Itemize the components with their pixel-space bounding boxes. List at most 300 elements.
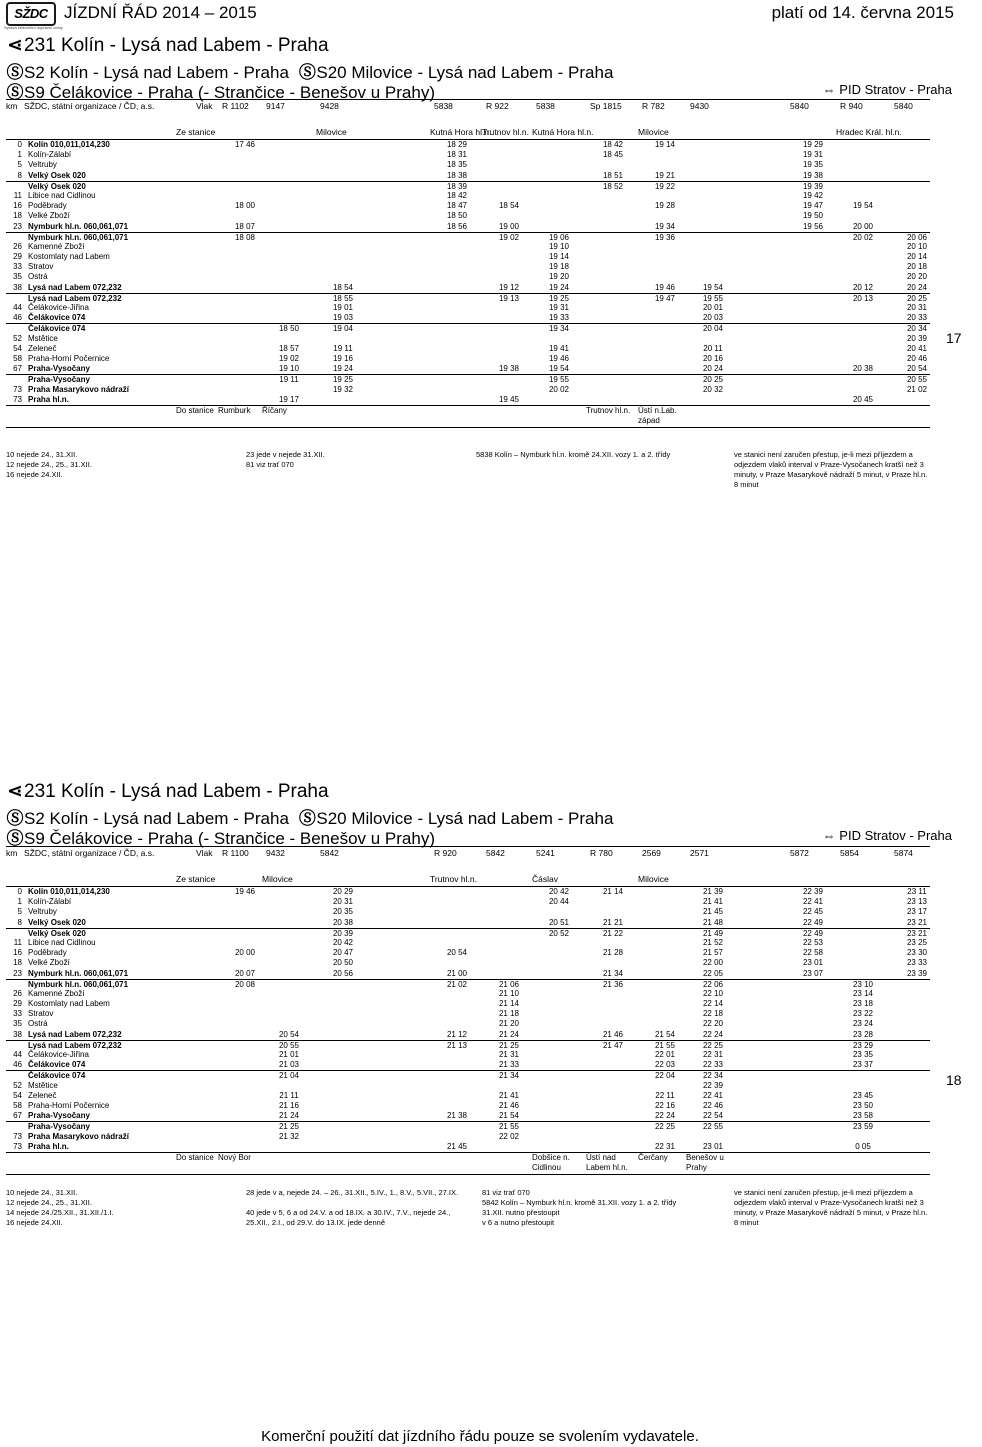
table-row [6, 222, 930, 232]
departure-time: 20 54 [446, 948, 468, 958]
footnote: 16 nejede 24.XII. [6, 470, 63, 479]
km-value: 16 [13, 948, 22, 958]
departure-time: 19 17 [278, 394, 300, 404]
station-name: Čelákovice-Jiřina [28, 303, 89, 312]
from-station: Trutnov hl.n. [482, 127, 529, 137]
departure-time: 21 22 [602, 928, 624, 938]
departure-time: 21 46 [498, 1100, 520, 1110]
train-number: 5842 [486, 848, 505, 858]
departure-time: 21 13 [446, 1040, 468, 1050]
table-row [6, 374, 930, 384]
station-name: Ostrá [28, 272, 48, 282]
station-name: Velký Osek 020 [28, 181, 86, 191]
km-header: km [6, 101, 18, 111]
station-name: Mstětice [28, 1080, 58, 1090]
station-name: Libice nad Cidlinou [28, 937, 96, 947]
station-name: Nymburk hl.n. 060,061,071 [28, 221, 129, 231]
table-row [6, 907, 930, 917]
departure-time: 19 29 [802, 140, 824, 149]
km-header: km [6, 848, 18, 858]
departure-time: 21 01 [278, 1050, 300, 1059]
departure-time: 19 16 [332, 353, 354, 363]
szdc-logo: SŽDC [6, 2, 56, 26]
departure-time: 22 04 [654, 1071, 676, 1081]
station-name: Kostomlaty nad Labem [28, 252, 110, 262]
footnote: 23 jede v nejede 31.XII. [246, 450, 325, 459]
table-row [6, 928, 930, 938]
departure-time: 18 54 [498, 201, 520, 211]
departure-time: 19 46 [654, 282, 676, 292]
table-rows [6, 140, 930, 405]
departure-time: 20 34 [906, 324, 928, 334]
departure-time: 20 45 [852, 394, 874, 404]
departure-time: 18 42 [602, 140, 624, 149]
logo-subtitle: Správa železniční dopravní cesty [4, 25, 63, 30]
departure-time: 20 31 [332, 897, 354, 907]
station-name: Velký Osek 020 [28, 917, 86, 927]
table-row [6, 181, 930, 191]
departure-time: 20 29 [332, 887, 354, 896]
table-row [6, 918, 930, 928]
operator-label: SŽDC, státní organizace / ČD, a.s. [24, 101, 155, 111]
station-name: Praha-Vysočany [28, 375, 90, 385]
departure-time: 22 39 [802, 887, 824, 896]
departure-time: 19 47 [654, 293, 676, 303]
departure-time: 19 46 [548, 353, 570, 363]
departure-time: 19 39 [802, 181, 824, 191]
station-name: Zeleneč [28, 1090, 57, 1100]
table-row [6, 344, 930, 354]
departure-time: 23 35 [852, 1050, 874, 1059]
departure-time: 19 14 [548, 252, 570, 262]
departure-time: 19 41 [548, 343, 570, 353]
departure-time: 18 42 [446, 190, 468, 200]
s-icon: Ⓢ [298, 809, 316, 828]
departure-time: 21 10 [498, 988, 520, 998]
from-station: Hradec Král. hl.n. [836, 127, 902, 137]
departure-time: 23 21 [906, 917, 928, 927]
train-number: 5874 [894, 848, 913, 858]
departure-time: 22 39 [702, 1080, 724, 1090]
km-value: 67 [13, 1111, 22, 1121]
s-icon: Ⓢ [6, 63, 24, 82]
station-name: Veltruby [28, 160, 57, 170]
km-value: 73 [13, 1131, 22, 1141]
train-number: 5840 [790, 101, 809, 111]
page-number: 18 [946, 1072, 962, 1088]
departure-time: 21 03 [278, 1060, 300, 1070]
departure-time: 22 58 [802, 948, 824, 958]
km-value: 54 [13, 343, 22, 353]
departure-time: 19 25 [332, 375, 354, 385]
departure-time: 21 54 [654, 1029, 676, 1039]
station-name: Mstětice [28, 333, 58, 343]
footnote: 28 jede v a, nejede 24. – 26., 31.XII., 5.IV., 1., 8.V., 5.VII., 27.IX. [246, 1188, 459, 1197]
departure-time: 19 32 [332, 384, 354, 394]
departure-time: 20 14 [906, 252, 928, 262]
table-row [6, 211, 930, 221]
destination-row [6, 1152, 930, 1174]
footnote: ve stanici není zaručen přestup, je-li mezi příjezdem a odjezdem vlaků interval v Praze-Vysočanech kratší než 3 minuty, v Praze Masarykově nádraží 5 minut, v Praze hl.n. 8 minut [734, 1188, 928, 1227]
km-value: 58 [13, 1100, 22, 1110]
departure-time: 18 08 [234, 232, 256, 242]
departure-time: 21 12 [446, 1029, 468, 1039]
table-row [6, 160, 930, 170]
departure-time: 22 49 [802, 917, 824, 927]
km-value: 11 [13, 937, 22, 947]
departure-time: 19 01 [332, 303, 354, 312]
departure-time: 19 34 [548, 324, 570, 334]
from-station: Milovice [262, 874, 293, 884]
departure-time: 20 39 [906, 333, 928, 343]
departure-time: 19 11 [333, 343, 353, 353]
station-name: Stratov [28, 262, 54, 272]
departure-time: 23 01 [802, 958, 824, 968]
table-row [6, 191, 930, 201]
departure-time: 20 25 [702, 375, 724, 385]
station-name: Poděbrady [28, 201, 67, 211]
km-value: 8 [17, 170, 22, 180]
table-row [6, 364, 930, 374]
table-row [6, 948, 930, 958]
table-row [6, 938, 930, 948]
station-name: Veltruby [28, 907, 57, 917]
departure-time: 20 04 [702, 324, 724, 334]
train-number: 5838 [434, 101, 453, 111]
departure-time: 21 02 [446, 979, 468, 989]
pid-zone: ⇔ PID Stratov - Praha [822, 828, 952, 843]
km-value: 44 [13, 303, 22, 312]
departure-time: 22 31 [702, 1050, 724, 1059]
departure-time: 18 50 [446, 211, 468, 221]
departure-time: 18 39 [446, 181, 468, 191]
km-value: 1 [17, 150, 22, 160]
footer-note: Komerční použití dat jízdního řádu pouze se svolením vydavatele. [261, 1428, 699, 1445]
departure-time: 20 46 [906, 353, 928, 363]
destination-row [6, 405, 930, 427]
departure-time: 18 56 [446, 221, 468, 231]
departure-time: 23 21 [906, 928, 928, 938]
footnote: ve stanici není zaručen přestup, je-li mezi příjezdem a odjezdem vlaků interval v Praze-Vysočanech kratší než 3 minuty, v Praze Masarykově nádraží 5 minut, v Praze hl.n. 8 minut [734, 450, 928, 489]
departure-time: 20 24 [906, 282, 928, 292]
departure-time: 22 03 [654, 1060, 676, 1070]
departure-time: 20 44 [548, 897, 570, 907]
table-header [6, 100, 930, 140]
line-s9: ⓈS9 Čelákovice - Praha (- Strančice - Benešov u Prahy) [6, 78, 435, 103]
table-row [6, 1070, 930, 1080]
departure-time: 23 58 [852, 1111, 874, 1121]
departure-time: 21 16 [278, 1100, 300, 1110]
train-number: 5838 [536, 101, 555, 111]
km-value: 29 [13, 252, 22, 262]
departure-time: 22 46 [702, 1100, 724, 1110]
departure-time: 22 10 [702, 988, 724, 998]
footnote: 12 nejede 24., 25., 31.XII. [6, 1198, 92, 1207]
table-row [6, 1009, 930, 1019]
footnote: 10 nejede 24., 31.XII. [6, 450, 78, 459]
table-row [6, 313, 930, 323]
departure-time: 22 11 [655, 1090, 675, 1100]
timetable-2 [6, 846, 930, 1175]
line-arrow-icon: ⋖ [7, 35, 23, 56]
table-row [6, 303, 930, 313]
departure-time: 23 07 [802, 968, 824, 978]
departure-time: 19 13 [498, 293, 520, 303]
departure-time: 19 28 [654, 201, 676, 211]
footnote: v 6 a nutno přestoupit [482, 1218, 555, 1227]
departure-time: 19 54 [702, 282, 724, 292]
footnote: 81 viz trať 070 [482, 1188, 530, 1197]
departure-time: 22 49 [802, 928, 824, 938]
departure-time: 18 54 [332, 282, 354, 292]
departure-time: 20 54 [278, 1029, 300, 1039]
from-station: Čáslav [532, 874, 558, 884]
table-row [6, 150, 930, 160]
s-icon: Ⓢ [6, 829, 24, 848]
km-value: 73 [13, 394, 22, 404]
departure-time: 20 33 [906, 313, 928, 323]
departure-time: 23 11 [907, 887, 927, 896]
departure-time: 21 14 [498, 999, 520, 1009]
station-name: Ostrá [28, 1019, 48, 1029]
departure-time: 20 00 [234, 948, 256, 958]
departure-time: 19 46 [234, 887, 256, 896]
departure-time: 22 24 [654, 1111, 676, 1121]
departure-time: 19 21 [654, 170, 676, 180]
departure-time: 18 57 [278, 343, 300, 353]
departure-time: 21 52 [702, 937, 724, 947]
train-number: 9430 [690, 101, 709, 111]
departure-time: 19 02 [498, 232, 520, 242]
ze-stanice-label: Ze stanice [176, 874, 216, 884]
station-name: Poděbrady [28, 948, 67, 958]
departure-time: 0 05 [855, 1141, 871, 1151]
departure-time: 22 16 [654, 1100, 676, 1110]
departure-time: 19 31 [802, 150, 824, 160]
km-value: 46 [13, 1060, 22, 1070]
departure-time: 19 11 [279, 375, 299, 385]
station-name: Nymburk hl.n. 060,061,071 [28, 232, 129, 242]
departure-time: 19 10 [278, 364, 300, 374]
do-stanice-label: Do stanice [176, 1152, 214, 1162]
departure-time: 20 38 [332, 917, 354, 927]
line-title: ⋖231 Kolín - Lysá nad Labem - Praha [7, 35, 329, 56]
footnote: 16 nejede 24.XII. [6, 1218, 63, 1227]
from-station: Trutnov hl.n. [430, 874, 477, 884]
departure-time: 20 32 [702, 384, 724, 394]
departure-time: 23 10 [852, 979, 874, 989]
departure-time: 21 20 [498, 1019, 520, 1029]
table-header [6, 847, 930, 887]
table-row [6, 201, 930, 211]
km-value: 5 [17, 907, 22, 917]
departure-time: 19 00 [498, 221, 520, 231]
departure-time: 22 25 [702, 1040, 724, 1050]
operator-label: SŽDC, státní organizace / ČD, a.s. [24, 848, 155, 858]
departure-time: 21 06 [498, 979, 520, 989]
table-row [6, 1040, 930, 1050]
departure-time: 21 45 [702, 907, 724, 917]
line-title: ⋖231 Kolín - Lysá nad Labem - Praha [7, 781, 329, 802]
station-name: Nymburk hl.n. 060,061,071 [28, 979, 129, 989]
station-name: Praha Masarykovo nádraží [28, 1131, 129, 1141]
departure-time: 19 35 [802, 160, 824, 170]
departure-time: 18 50 [278, 324, 300, 334]
station-name: Kolín-Zálabí [28, 150, 72, 160]
departure-time: 21 41 [702, 897, 724, 907]
station-name: Praha-Vysočany [28, 1111, 90, 1121]
km-value: 54 [13, 1090, 22, 1100]
from-station: Milovice [638, 127, 669, 137]
table-row [6, 252, 930, 262]
station-name: Praha-Vysočany [28, 1122, 90, 1132]
station-name: Lysá nad Labem 072,232 [28, 1040, 122, 1050]
station-name: Lysá nad Labem 072,232 [28, 293, 122, 303]
departure-time: 18 29 [446, 140, 468, 149]
table-row [6, 232, 930, 242]
s-icon: Ⓢ [6, 809, 24, 828]
table-row [6, 293, 930, 303]
table-row [6, 979, 930, 989]
departure-time: 23 37 [852, 1060, 874, 1070]
train-number: 5854 [840, 848, 859, 858]
page-number: 17 [946, 330, 962, 346]
departure-time: 21 25 [498, 1040, 520, 1050]
pid-arrow-icon: ⇔ [822, 828, 840, 843]
notes-2 [6, 1188, 930, 1248]
departure-time: 21 41 [498, 1090, 520, 1100]
departure-time: 23 45 [852, 1090, 874, 1100]
km-value: 35 [13, 272, 22, 282]
departure-time: 19 02 [278, 353, 300, 363]
footnote: 5842 Kolín – Nymburk hl.n. kromě 31.XII. vozy 1. a 2. třídy [482, 1198, 677, 1207]
table-row [6, 395, 930, 405]
departure-time: 22 14 [702, 999, 724, 1009]
do-stanice-label: Do stanice [176, 405, 214, 415]
pid-zone: ⇔ PID Stratov - Praha [822, 82, 952, 97]
departure-time: 22 25 [654, 1122, 676, 1132]
line-arrow-icon: ⋖ [7, 781, 23, 802]
table-row [6, 897, 930, 907]
table-row [6, 1101, 930, 1111]
departure-time: 23 50 [852, 1100, 874, 1110]
departure-time: 20 01 [702, 303, 724, 312]
km-value: 0 [17, 887, 22, 896]
departure-time: 22 05 [702, 968, 724, 978]
station-name: Stratov [28, 1009, 54, 1019]
train-number: 9428 [320, 101, 339, 111]
departure-time: 20 35 [332, 907, 354, 917]
train-number: R 1100 [222, 848, 249, 858]
departure-time: 18 00 [234, 201, 256, 211]
train-number: 5840 [894, 101, 913, 111]
departure-time: 19 20 [548, 272, 570, 282]
ze-stanice-label: Ze stanice [176, 127, 216, 137]
km-value: 35 [13, 1019, 22, 1029]
departure-time: 19 34 [654, 221, 676, 231]
notes-1 [6, 450, 930, 490]
departure-time: 21 21 [602, 917, 624, 927]
train-number: 2569 [642, 848, 661, 858]
to-station: Říčany [262, 405, 287, 415]
train-number: 2571 [690, 848, 709, 858]
departure-time: 22 18 [702, 1009, 724, 1019]
departure-time: 22 55 [702, 1122, 724, 1132]
departure-time: 23 33 [906, 958, 928, 968]
departure-time: 20 42 [332, 937, 354, 947]
timetable-1 [6, 99, 930, 428]
departure-time: 18 55 [332, 293, 354, 303]
departure-time: 21 02 [906, 384, 928, 394]
train-number: R 1102 [222, 101, 249, 111]
departure-time: 19 04 [332, 324, 354, 334]
footnote: 12 nejede 24., 25., 31.XII. [6, 460, 92, 469]
train-number: R 920 [434, 848, 457, 858]
from-station: Kutná Hora hl.n. [532, 127, 594, 137]
table-row [6, 1030, 930, 1040]
departure-time: 20 39 [332, 928, 354, 938]
departure-time: 21 48 [702, 917, 724, 927]
departure-time: 20 08 [234, 979, 256, 989]
departure-time: 19 06 [548, 232, 570, 242]
table-row [6, 1121, 930, 1131]
departure-time: 20 00 [852, 221, 874, 231]
departure-time: 19 42 [802, 190, 824, 200]
footnote: 14 nejede 24./25.XII., 31.XII./1.I. [6, 1208, 114, 1217]
departure-time: 18 31 [446, 150, 468, 160]
station-name: Čelákovice 074 [28, 1071, 86, 1081]
km-value: 52 [13, 333, 22, 343]
table-row [6, 334, 930, 344]
footnote: 31.XII. nutno přestoupit [482, 1208, 560, 1217]
table-row [6, 272, 930, 282]
departure-time: 21 14 [602, 887, 624, 896]
departure-time: 20 02 [852, 232, 874, 242]
departure-time: 21 33 [498, 1060, 520, 1070]
departure-time: 21 39 [702, 887, 724, 896]
station-name: Kostomlaty nad Labem [28, 999, 110, 1009]
departure-time: 18 52 [602, 181, 624, 191]
departure-time: 22 41 [702, 1090, 724, 1100]
train-number: R 780 [590, 848, 613, 858]
station-name: Praha hl.n. [28, 394, 69, 404]
departure-time: 22 24 [702, 1029, 724, 1039]
station-name: Praha-Horní Počernice [28, 353, 110, 363]
departure-time: 19 47 [802, 201, 824, 211]
to-station: Čerčany [638, 1152, 668, 1162]
departure-time: 21 25 [278, 1122, 300, 1132]
departure-time: 18 45 [602, 150, 624, 160]
departure-time: 22 34 [702, 1071, 724, 1081]
departure-time: 22 31 [654, 1141, 676, 1151]
km-value: 46 [13, 313, 22, 323]
departure-time: 23 59 [852, 1122, 874, 1132]
departure-time: 22 54 [702, 1111, 724, 1121]
station-name: Čelákovice 074 [28, 324, 86, 334]
departure-time: 22 33 [702, 1060, 724, 1070]
station-name: Lysá nad Labem 072,232 [28, 282, 122, 292]
departure-time: 18 07 [234, 221, 256, 231]
table-row [6, 171, 930, 181]
departure-time: 19 38 [498, 364, 520, 374]
table-row [6, 242, 930, 252]
station-name: Kamenné Zboží [28, 988, 85, 998]
km-value: 23 [13, 968, 22, 978]
table-row [6, 989, 930, 999]
s-icon: Ⓢ [6, 83, 24, 102]
table-row [6, 1050, 930, 1060]
departure-time: 21 18 [498, 1009, 520, 1019]
